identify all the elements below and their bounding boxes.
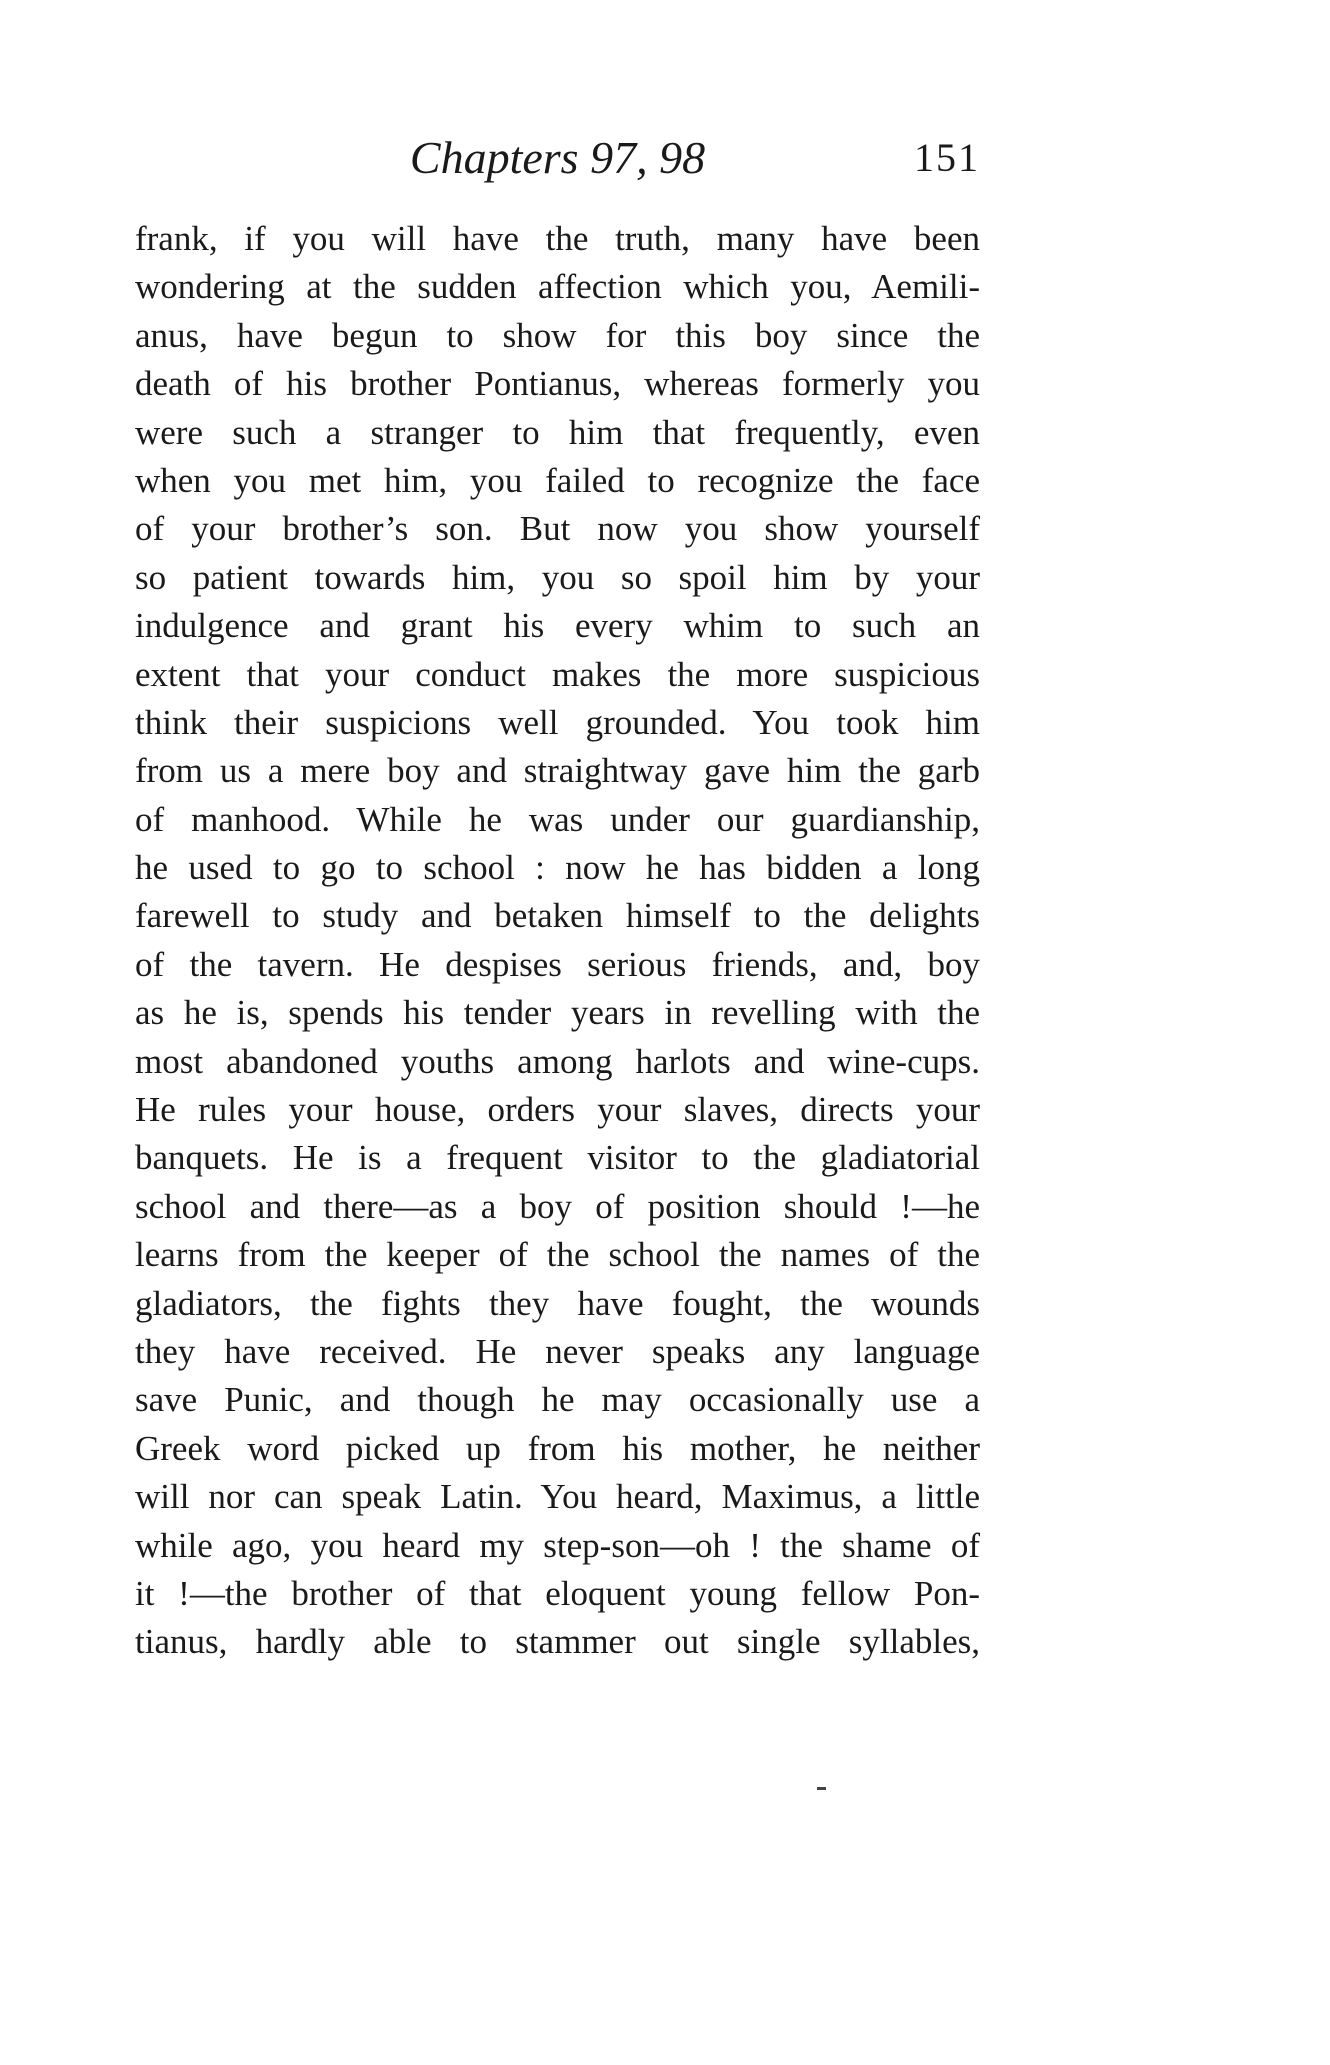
text-line: when you met him, you failed to recognize the face [135,460,980,500]
text-line: farewell to study and betaken himself to the delights [135,896,980,936]
text-line: were such a stranger to him that frequently, even [135,412,980,452]
text-line: as he is, spends his tender years in revelling with the [135,993,980,1033]
text-line: of your brother’s son. But now you show yourself [135,509,980,549]
text-line: school and there—as a boy of position should !—he [135,1186,980,1226]
text-line: He rules your house, orders your slaves, directs your [135,1090,980,1130]
text-line: gladiators, the fights they have fought, the wounds [135,1283,980,1323]
text-line: death of his brother Pontianus, whereas formerly you [135,364,980,404]
text-line: from us a mere boy and straightway gave him the garb [135,751,980,791]
text-line: save Punic, and though he may occasionally use a [135,1380,980,1420]
text-line: learns from the keeper of the school the names of the [135,1235,980,1275]
text-line: tianus, hardly able to stammer out single syllables, [135,1622,980,1662]
stray-ink-mark [817,1787,826,1790]
chapter-title: Chapters 97, 98 [409,132,706,183]
text-line: will nor can speak Latin. You heard, Maximus, a little [135,1477,980,1517]
text-line: indulgence and grant his every whim to such an [135,606,980,646]
text-line: wondering at the sudden affection which you, Aemili- [135,267,980,307]
text-line: they have received. He never speaks any language [135,1331,980,1371]
text-line: frank, if you will have the truth, many have been [135,219,980,258]
page-number: 151 [914,135,980,180]
text-line: think their suspicions well grounded. You took him [135,702,980,742]
text-line: he used to go to school : now he has bidden a long [135,848,980,888]
text-line: of manhood. While he was under our guardianship, [135,799,980,839]
text-line: it !—the brother of that eloquent young fellow Pon- [135,1573,980,1613]
text-line: Greek word picked up from his mother, he neither [135,1428,980,1468]
text-line: banquets. He is a frequent visitor to the gladiatorial [135,1138,980,1178]
body-text [135,215,980,1667]
text-line: while ago, you heard my step-son—oh ! the shame of [135,1525,980,1565]
text-line: extent that your conduct makes the more suspicious [135,654,980,694]
text-line: of the tavern. He despises serious friends, and, boy [135,944,980,984]
text-line: so patient towards him, you so spoil him by your [135,557,980,597]
text-line: most abandoned youths among harlots and wine-cups. [135,1041,980,1081]
running-head [135,128,980,188]
text-line: anus, have begun to show for this boy since the [135,315,980,355]
